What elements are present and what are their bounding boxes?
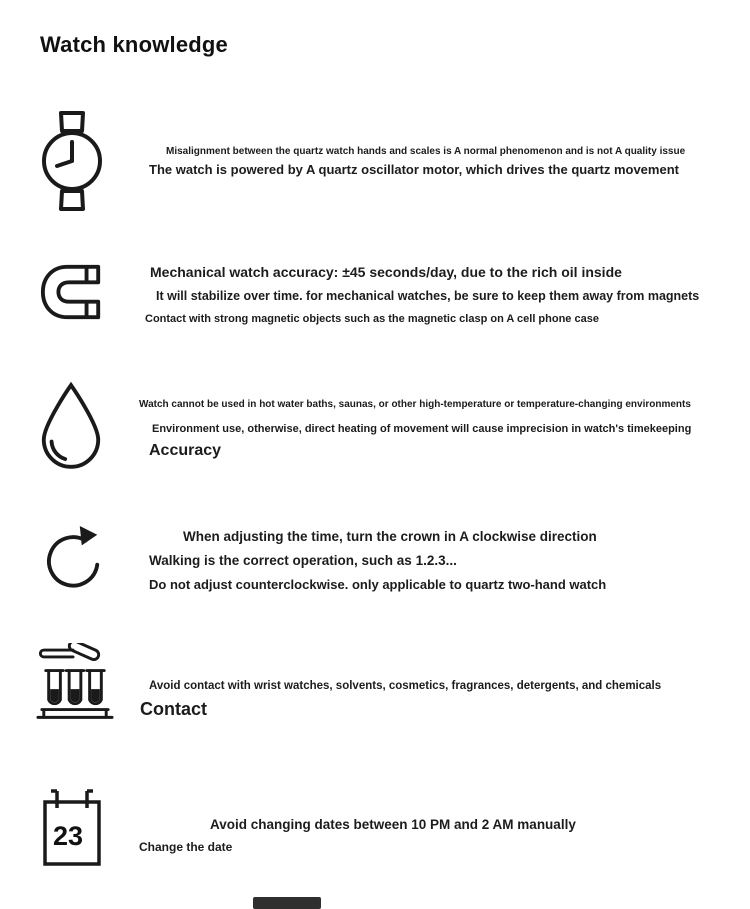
adjust-main-line: When adjusting the time, turn the crown in A clockwise direction xyxy=(183,529,597,544)
temperature-sub-line: Environment use, otherwise, direct heating of movement will cause imprecision in watch's timekeeping xyxy=(152,423,692,435)
bottom-bar xyxy=(253,897,321,909)
date-heading: Change the date xyxy=(139,840,233,854)
contact-note-line: Avoid contact with wrist watches, solvents, cosmetics, fragrances, detergents, and chemicals xyxy=(149,680,662,692)
quartz-main-line: The watch is powered by A quartz oscillator motor, which drives the quartz movement xyxy=(149,162,679,177)
date-main-line: Avoid changing dates between 10 PM and 2 AM manually xyxy=(210,817,576,832)
clockwise-arrow-icon xyxy=(41,521,105,593)
watch-icon xyxy=(41,110,103,212)
magnet-note-line: Contact with strong magnetic objects such as the magnetic clasp on A cell phone case xyxy=(145,313,599,325)
magnet-sub-line: It will stabilize over time. for mechanical watches, be sure to keep them away from magnets xyxy=(156,289,700,303)
calendar-day-number: 23 xyxy=(53,821,84,851)
contact-heading: Contact xyxy=(140,699,207,719)
quartz-note-line: Misalignment between the quartz watch hands and scales is A normal phenomenon and is not A quality issue xyxy=(166,146,686,157)
accuracy-heading: Accuracy xyxy=(149,442,222,459)
adjust-sub-line: Walking is the correct operation, such as 1.2.3... xyxy=(149,553,457,568)
magnet-main-line: Mechanical watch accuracy: ±45 seconds/day, due to the rich oil inside xyxy=(150,264,622,280)
calendar-icon xyxy=(40,788,104,870)
water-drop-icon xyxy=(36,381,106,471)
adjust-note-line: Do not adjust counterclockwise. only applicable to quartz two-hand watch xyxy=(149,577,607,592)
page-title: Watch knowledge xyxy=(40,32,228,57)
magnet-icon xyxy=(38,259,106,325)
temperature-note-line: Watch cannot be used in hot water baths, saunas, or other high-temperature or temperature-changing environments xyxy=(139,399,691,410)
test-tubes-icon xyxy=(36,643,114,741)
